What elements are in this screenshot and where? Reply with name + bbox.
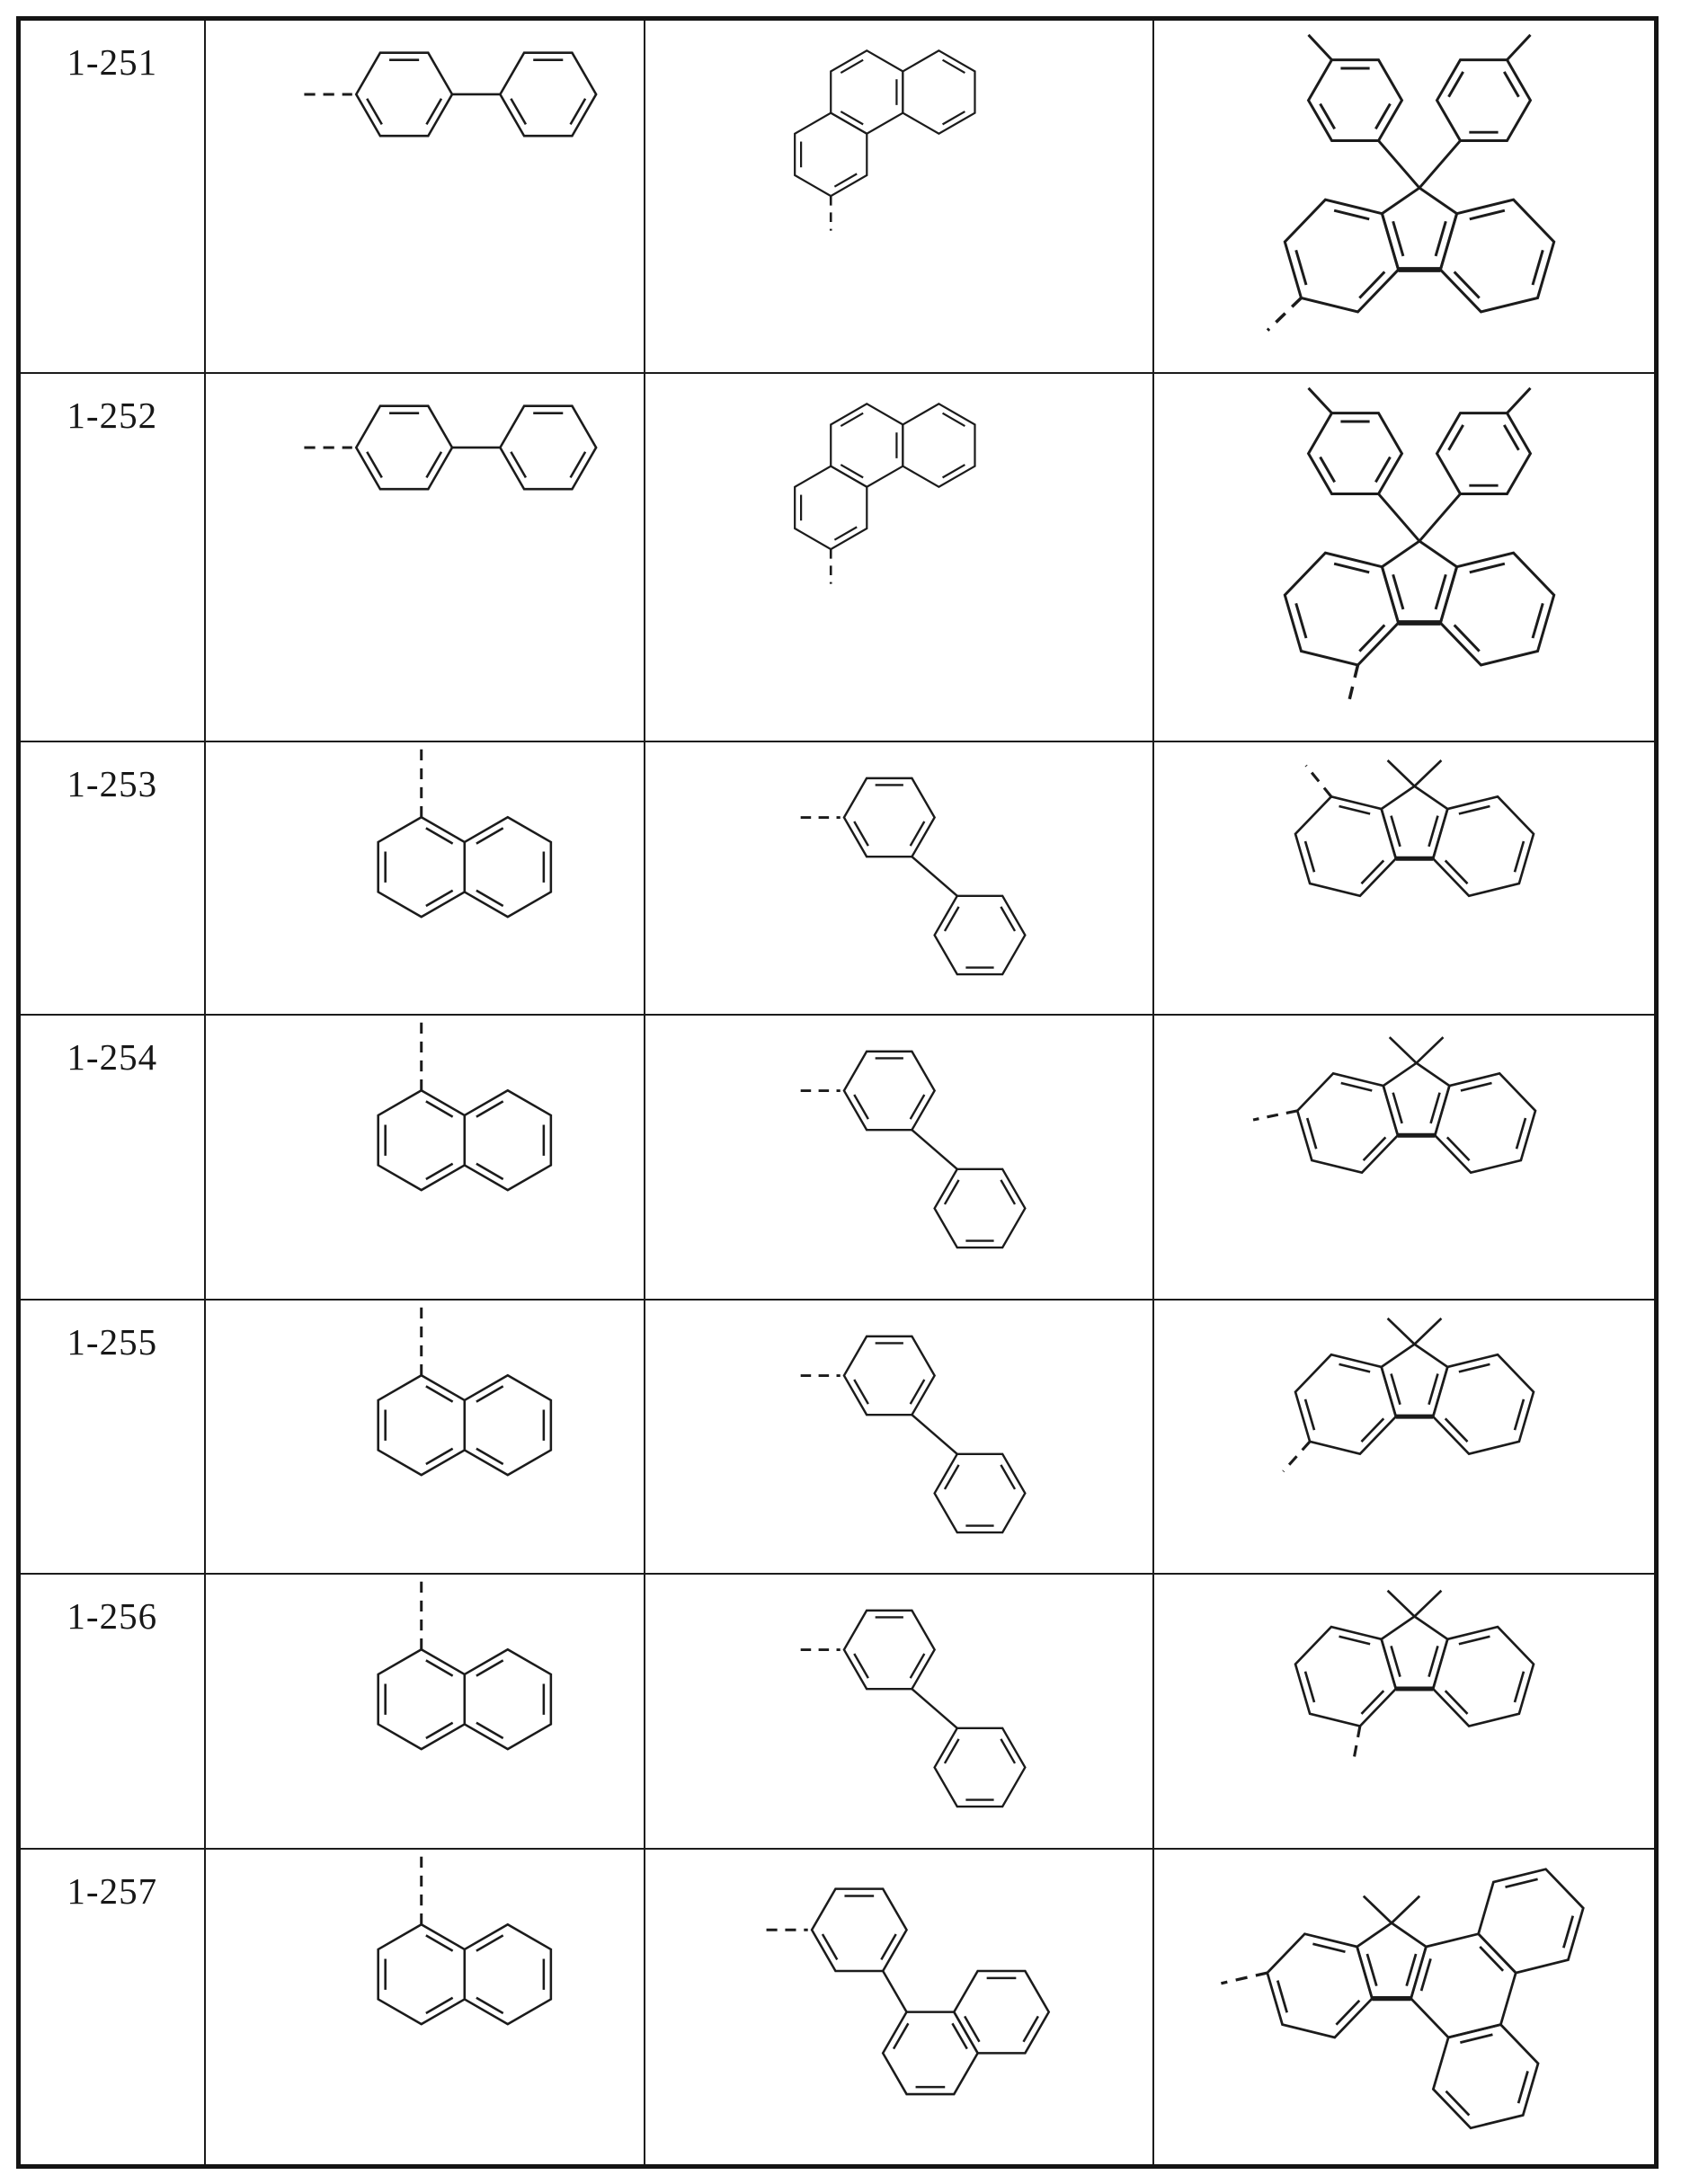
structure-phenanthrene [780,385,1014,601]
compound-id: 1-253 [67,762,158,804]
table-row [19,1300,1657,1574]
structure-biphenyl-3yl [776,750,1050,981]
structure-naphthyl [373,1850,553,2059]
structure-biphenyl [292,32,612,157]
table-row [19,741,1657,1015]
structure-ditolylfluorene-3yl [1244,28,1595,363]
compound-id: 1-251 [67,41,158,83]
structure-naphthyl [373,742,553,952]
structure-ditolylfluorene-4yl [1244,381,1595,728]
compound-table [16,16,1659,2169]
structure-dimethylfluorene-3yl [1280,1313,1549,1484]
compound-id: 1-256 [67,1594,158,1637]
compound-id: 1-254 [67,1035,158,1078]
structure-naphthyl [373,1575,553,1784]
table-row [19,19,1657,373]
compound-id: 1-252 [67,394,158,436]
structure-biphenyl-3yl [776,1023,1050,1254]
structure-biphenyl [292,386,612,510]
table-row [19,1574,1657,1849]
structure-phenanthrene [780,31,1014,248]
structure-indenophenanthrene [1214,1860,1591,2135]
structure-naphthyl [373,1016,553,1225]
compound-id: 1-257 [67,1869,158,1912]
compound-id: 1-255 [67,1320,158,1363]
table-row [19,1849,1657,2167]
structure-biphenyl-3yl [776,1582,1050,1813]
structure-naphthylphenyl [741,1859,1062,2106]
structure-biphenyl-3yl [776,1308,1050,1539]
structure-dimethylfluorene-2yl [1246,1032,1551,1187]
structure-dimethylfluorene-1yl [1280,755,1549,910]
structure-naphthyl [373,1301,553,1510]
table-row [19,373,1657,741]
table-row [19,1015,1657,1300]
structure-dimethylfluorene-4yl [1280,1585,1549,1771]
